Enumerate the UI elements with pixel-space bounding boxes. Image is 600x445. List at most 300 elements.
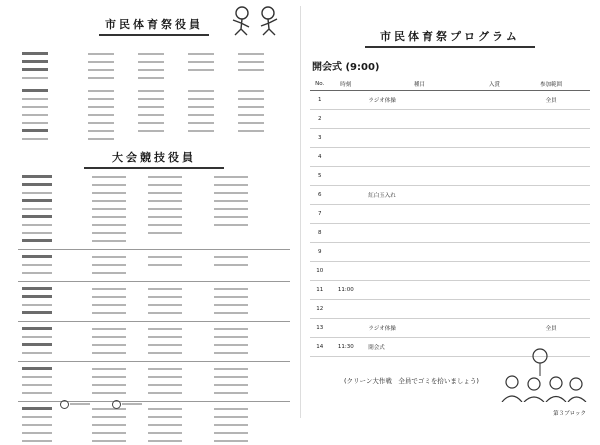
official-name [22,272,52,274]
roster-row [18,87,290,95]
row-event [362,148,477,167]
official-name [92,384,126,386]
program-row [310,300,590,319]
official-name [22,432,52,434]
row-event: ラジオ体操 [362,91,477,110]
row-time: 11:00 [329,281,362,300]
row-entries [477,129,513,148]
official-name [22,122,48,124]
official-name [92,192,126,194]
program-title: 市民体育祭プログラム [365,28,535,48]
program-row [310,110,590,129]
roster-row [18,173,290,181]
row-scope [512,148,590,167]
official-name [188,90,214,92]
role-label [22,68,48,71]
official-name [148,312,182,314]
official-name [214,200,248,202]
row-time [329,319,362,338]
roster-row [18,285,290,293]
official-name [92,352,126,354]
official-name [22,77,48,79]
official-name [214,176,248,178]
official-name [92,416,126,418]
row-event: 閉会式 [362,338,477,357]
official-name [238,114,264,116]
official-name [148,392,182,394]
row-time [329,300,362,319]
row-event [362,110,477,129]
official-name [88,98,114,100]
official-name [148,184,182,186]
official-name [214,432,248,434]
roster-row [18,135,290,143]
row-event [362,243,477,262]
role-label [22,311,52,314]
program-row [310,148,590,167]
roster-row [18,437,290,445]
official-name [92,304,126,306]
official-name [188,69,214,71]
official-name [22,138,48,140]
section-divider [18,361,290,362]
roster-row [18,429,290,437]
row-time [329,110,362,129]
row-scope [512,262,590,281]
circle-mark-icon [60,400,69,409]
roster-row [18,103,290,111]
roster-row [18,253,290,261]
row-entries [477,148,513,167]
official-name [214,440,248,442]
row-scope: 全員 [512,91,590,110]
official-name [148,440,182,442]
official-name [238,106,264,108]
row-no: 8 [310,224,329,243]
role-label [22,175,52,178]
row-no: 12 [310,300,329,319]
official-name [148,368,182,370]
official-name [22,352,52,354]
row-entries [477,91,513,110]
row-entries [477,224,513,243]
official-name [22,384,52,386]
row-event [362,167,477,186]
row-entries [477,205,513,224]
official-name [238,98,264,100]
official-name [148,328,182,330]
roster-row [18,111,290,119]
official-name [22,440,52,442]
row-scope [512,110,590,129]
official-name [138,77,164,79]
role-legend [60,398,280,410]
official-name [92,328,126,330]
cleanup-note: (クリーン大作戦 全員でゴミを拾いましょう) [344,377,479,385]
official-name [92,392,126,394]
role-label [22,199,52,202]
official-name [88,61,114,63]
official-name [238,90,264,92]
official-name [214,352,248,354]
official-name [238,69,264,71]
role-label [22,215,52,218]
official-name [92,432,126,434]
official-name [188,61,214,63]
row-time [329,262,362,281]
official-name [22,416,52,418]
official-name [188,98,214,100]
program-table [310,78,590,357]
official-name [138,69,164,71]
runners-illustration [226,4,286,36]
official-name [92,224,126,226]
official-name [92,272,126,274]
roster-row [18,221,290,229]
official-name [22,114,48,116]
page-mark: 第３ブロック [553,411,586,417]
official-name [22,376,52,378]
official-name [148,256,182,258]
row-no: 13 [310,319,329,338]
roster-row [18,293,290,301]
official-name [214,208,248,210]
program-row [310,224,590,243]
roster-row [18,341,290,349]
official-name [148,288,182,290]
row-event [362,281,477,300]
role-label [22,407,52,410]
roster-row [18,119,290,127]
roster-row [18,421,290,429]
official-name [148,432,182,434]
section-divider [18,321,290,322]
roster-row [18,413,290,421]
official-name [188,106,214,108]
crowd-illustration [490,346,590,402]
official-name [92,288,126,290]
row-time [329,224,362,243]
roster-row [18,127,290,135]
program-row [310,319,590,338]
official-name [214,328,248,330]
official-name [88,114,114,116]
row-entries [477,110,513,129]
official-name [22,264,52,266]
athletics-officials-title: 大会競技役員 [84,149,224,169]
official-name [214,192,248,194]
official-name [148,232,182,234]
program-row [310,262,590,281]
official-name [148,192,182,194]
row-entries [477,186,513,205]
roster-row [18,389,290,397]
row-no: 1 [310,91,329,110]
official-name [214,296,248,298]
role-label [22,129,48,132]
roster-row [18,325,290,333]
program-header-row [310,78,590,91]
opening-ceremony: 開会式 (9:00) [312,62,380,73]
roster-row [18,261,290,269]
roster-row [18,197,290,205]
roster-row [18,50,290,58]
roster-row [18,181,290,189]
official-name [88,138,114,140]
official-name [238,61,264,63]
official-name [92,440,126,442]
officers-roster [18,50,290,143]
official-name [214,264,248,266]
row-scope [512,205,590,224]
official-name [214,392,248,394]
roster-row [18,237,290,245]
row-time [329,167,362,186]
official-name [214,304,248,306]
roster-row [18,95,290,103]
program-page [300,0,600,424]
row-no: 5 [310,167,329,186]
official-name [148,384,182,386]
official-name [138,53,164,55]
program-row [310,91,590,110]
row-time [329,129,362,148]
official-name [92,368,126,370]
official-name [22,424,52,426]
official-name [92,376,126,378]
official-name [238,53,264,55]
role-label [22,343,52,346]
row-time: 11:30 [329,338,362,357]
official-name [88,53,114,55]
official-name [238,122,264,124]
program-row [310,205,590,224]
role-label [22,295,52,298]
official-name [138,61,164,63]
official-name [148,424,182,426]
program-row [310,281,590,300]
section-divider [18,281,290,282]
official-name [148,296,182,298]
row-time [329,205,362,224]
official-name [22,192,52,194]
official-name [92,312,126,314]
official-name [92,296,126,298]
role-label [22,367,52,370]
official-name [22,232,52,234]
row-entries [477,243,513,262]
official-name [22,224,52,226]
row-scope [512,300,590,319]
roster-row [18,74,290,82]
row-entries [477,167,513,186]
col-scope: 参加範囲 [512,78,590,91]
official-name [92,344,126,346]
role-label [22,52,48,55]
official-name [214,424,248,426]
row-no: 10 [310,262,329,281]
col-time: 時刻 [329,78,362,91]
official-name [138,114,164,116]
row-time [329,91,362,110]
program-row [310,167,590,186]
roster-row [18,205,290,213]
official-name [148,352,182,354]
roster-row [18,213,290,221]
official-name [88,106,114,108]
official-name [88,69,114,71]
row-scope: 全員 [512,319,590,338]
official-name [138,98,164,100]
official-name [148,176,182,178]
row-scope [512,243,590,262]
official-name [148,304,182,306]
official-name [92,264,126,266]
row-event [362,205,477,224]
official-name [214,216,248,218]
program-row [310,186,590,205]
row-entries [477,281,513,300]
official-name [88,122,114,124]
role-label [22,287,52,290]
official-name [188,122,214,124]
official-name [22,392,52,394]
row-no: 7 [310,205,329,224]
official-name [148,376,182,378]
roster-row [18,189,290,197]
roster-row [18,58,290,66]
official-name [188,53,214,55]
row-event: ラジオ体操 [362,319,477,338]
official-name [148,336,182,338]
official-name [214,344,248,346]
roster-row [18,309,290,317]
official-name [238,130,264,132]
official-name [214,224,248,226]
row-no: 2 [310,110,329,129]
row-scope [512,129,590,148]
official-name [138,122,164,124]
official-name [22,208,52,210]
official-name [148,344,182,346]
role-label [22,89,48,92]
row-no: 11 [310,281,329,300]
row-scope [512,167,590,186]
official-name [214,256,248,258]
official-name [92,240,126,242]
official-name [22,336,52,338]
official-name [214,416,248,418]
official-name [214,288,248,290]
official-name [88,130,114,132]
roster-row [18,349,290,357]
official-name [188,130,214,132]
program-row [310,243,590,262]
roster-row [18,301,290,309]
col-event: 種目 [362,78,477,91]
row-no: 3 [310,129,329,148]
official-name [148,264,182,266]
official-name [138,106,164,108]
official-name [92,232,126,234]
role-label [22,183,52,186]
roster-row [18,333,290,341]
official-name [92,216,126,218]
officers-title: 市民体育祭役員 [99,16,209,36]
official-name [214,368,248,370]
row-time [329,148,362,167]
role-label [22,255,52,258]
row-scope [512,224,590,243]
role-label [22,60,48,63]
role-label [22,239,52,242]
legend-label [70,403,90,405]
row-entries [477,300,513,319]
row-entries [477,319,513,338]
official-name [92,184,126,186]
official-name [138,90,164,92]
official-name [92,256,126,258]
row-scope [512,186,590,205]
row-no: 9 [310,243,329,262]
row-event [362,129,477,148]
official-name [92,200,126,202]
col-no: No. [310,78,329,91]
row-scope [512,281,590,300]
official-name [92,424,126,426]
official-name [214,384,248,386]
official-name [214,312,248,314]
row-entries [477,262,513,281]
official-name [148,224,182,226]
row-time [329,186,362,205]
row-event: 紅白玉入れ [362,186,477,205]
official-name [214,184,248,186]
official-name [22,106,48,108]
roster-row [18,365,290,373]
row-no: 14 [310,338,329,357]
officers-page [0,0,300,424]
official-name [138,130,164,132]
official-name [22,304,52,306]
official-name [214,336,248,338]
official-name [88,77,114,79]
official-name [214,376,248,378]
circle-mark-icon [112,400,121,409]
row-event [362,300,477,319]
legend-label [122,403,142,405]
program-row [310,129,590,148]
row-event [362,262,477,281]
official-name [148,200,182,202]
row-time [329,243,362,262]
official-name [92,208,126,210]
col-entries: 入賞 [477,78,513,91]
role-label [22,327,52,330]
roster-row [18,229,290,237]
roster-row [18,381,290,389]
official-name [88,90,114,92]
official-name [148,416,182,418]
row-no: 4 [310,148,329,167]
roster-row [18,66,290,74]
section-divider [18,249,290,250]
roster-row [18,269,290,277]
official-name [148,216,182,218]
roster-row [18,373,290,381]
official-name [188,114,214,116]
official-name [22,98,48,100]
